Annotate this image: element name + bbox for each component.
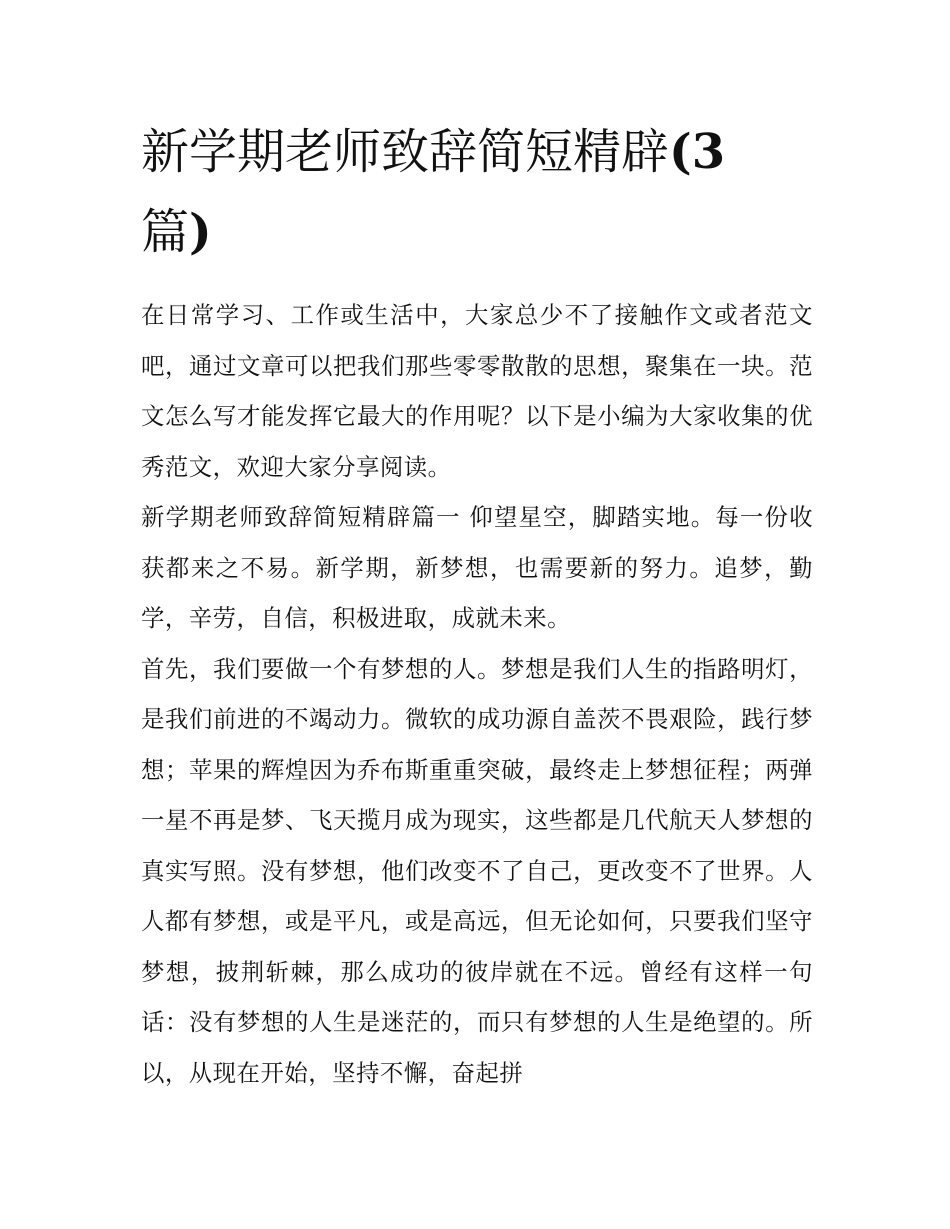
section-one-paragraph: 新学期老师致辞简短精辟篇一 仰望星空，脚踏实地。每一份收获都来之不易。新学期，新梦想，也需要新的努力。追梦，勤学，辛劳，自信，积极进取，成就未来。 [141, 503, 813, 632]
title-main: 新学期老师致辞简短精辟 [141, 124, 670, 180]
document-title [141, 112, 813, 272]
title-suffix-close: ) [189, 204, 212, 260]
dream-paragraph: 首先，我们要做一个有梦想的人。梦想是我们人生的指路明灯，是我们前进的不竭动力。微软的成功源自盖茨不畏艰险，践行梦想；苹果的辉煌因为乔布斯重重突破，最终走上梦想征程；两弹一星不再是梦、飞天揽月成为现实，这些都是几代航天人梦想的真实写照。没有梦想，他们改变不了自己，更改变不了世界。人人都有梦想，或是平凡，或是高远，但无论如何，只要我们坚守梦想，披荆斩棘，那么成功的彼岸就在不远。曾经有这样一句话：没有梦想的人生是迷茫的，而只有梦想的人生是绝望的。所以，从现在开始，坚持不懈，奋起拼 [141, 654, 813, 1087]
title-suffix-open: (3 [669, 124, 726, 180]
title-line2: 篇 [141, 204, 190, 260]
intro-paragraph: 在日常学习、工作或生活中，大家总少不了接触作文或者范文吧，通过文章可以把我们那些零零散散的思想，聚集在一块。范文怎么写才能发挥它最大的作用呢？以下是小编为大家收集的优秀范文，欢迎大家分享阅读。 [141, 301, 813, 481]
document-page [141, 112, 813, 1098]
